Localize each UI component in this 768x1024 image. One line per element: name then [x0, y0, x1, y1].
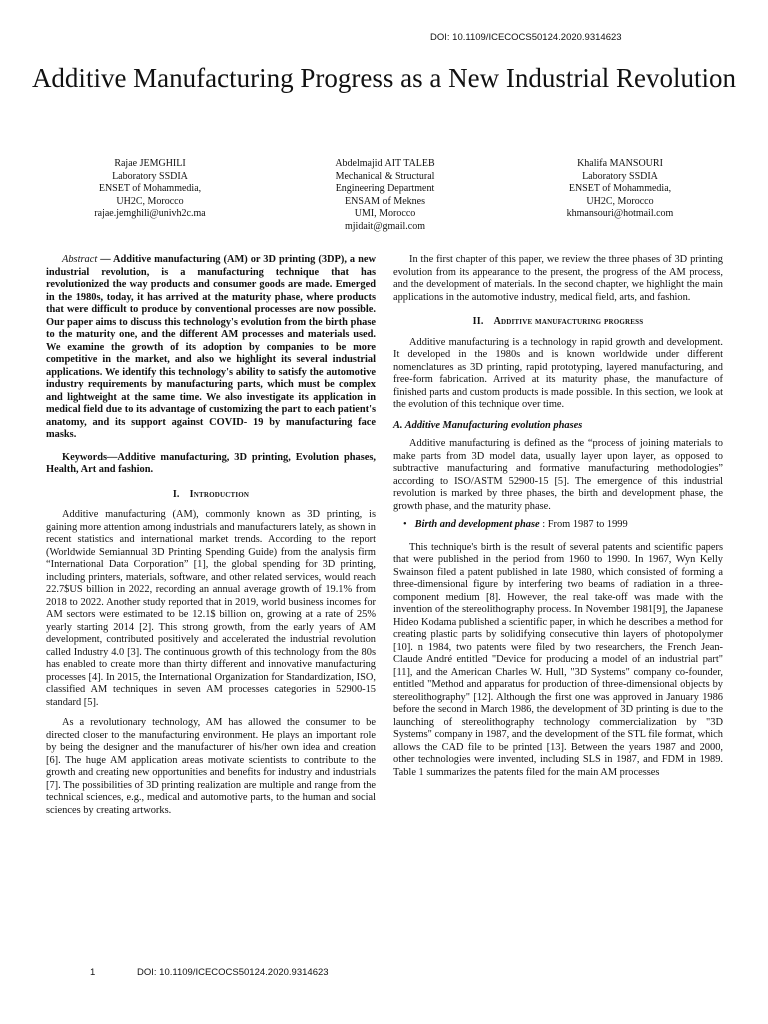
section-1-number: I. [172, 488, 180, 500]
footer-doi: DOI: 10.1109/ICECOCS50124.2020.9314623 [137, 967, 329, 978]
intro-paragraph-1: Additive manufacturing (AM), commonly known as 3D printing, is gaining more attention among industrials and manufacturers lately, as shown in recent statistics and international market trends. According to the report (Worldwide Semiannual 3D Printing Spending Guide) from the analysis firm “International Data Corporation” [1], the global spending for 3D printing, including printers, materials, software, and other related services, would reach 22.7$US billion in 2022, recording an annual average growth of 19.1% from 2018 to 2022. Another study reported that in 2019, world business incomes for AM sectors were estimated to be 12.1$ billion on, growing at a rate of 25% yearly starting 2014 [2]. This strong growth, from the early years of AM development, contributed positively and accelerated the industrial revolution called Industry 4.0 [3]. The continuous growth of this technology from the 80s has enabled to create more than thirty different and innovative manufacturing processes [4]. In 2015, the International Organization for Standardization, ISO, classified AM techniques in seven AM processes categories in 52900-15 standard [5]. [46, 509, 376, 708]
author-1 [40, 158, 260, 234]
abstract-lead: Abstract [62, 254, 98, 265]
author-3 [510, 158, 730, 234]
section-heading-2 [393, 316, 723, 329]
intro-paragraph-2: As a revolutionary technology, AM has allowed the consumer to be directed closer to the manufacturing environment. He plays an important role by being the designer and the manufacturer of his/her own idea and creation [6]. The huge AM application areas motivate scientists to contribute to the growth and creating new opportunities and benefits for industry and industrials [7]. The possibilities of 3D printing realization are multiple and range from the technical sciences, e.g., medical and automotive parts, to the human and social sciences by creating artworks. [46, 717, 376, 816]
author-2-email: mjidait@gmail.com [344, 220, 426, 232]
section-2-paragraph: Additive manufacturing is a technology in rapid growth and development. It developed in the 1980s and is known worldwide under different nomenclatures as 3D printing, rapid prototyping, layered manufacturing, and free-form fabrication. Arrived at its maturity phase, the manufacture of finished parts and custom products is made possible. In this section, we look at the evolution of this technique over time. [393, 336, 723, 410]
author-1-line: ENSET of Mohammedia, [98, 183, 202, 195]
abstract-text: — Additive manufacturing (AM) or 3D printing (3DP), a new industrial revolution, is a manufacturing technique that has revolutionized the way products and consumer goods are made. Emerged in the 1980s, today, it has arrived at the maturity phase, where products that were difficult to produce by conventional processes are now possible. Our paper aims to discuss this technology's evolution from the birth phase to the maturity one, and the different AM processes and materials used. We examine the growth of its adoption by companies to be more competitive in the market, and also we highlight its several industrial applications. We identify this technology's ability to satisfy the automotive industry requirements by manufacturing parts, which must be complex and lightweight at the same time. We also investigate its application in medical field due to its advantage of customizing the part to each patient's anatomy, and its support against COVID- 19 by manufacturing face masks. [46, 254, 376, 440]
section-2-title: Additive manufacturing progress [493, 316, 644, 327]
bullet-range: : From 1987 to 1999 [539, 519, 628, 530]
author-1-line: Rajae JEMGHILI [114, 158, 186, 169]
subsection-a-heading: A. Additive Manufacturing evolution phases [393, 419, 583, 431]
keywords: Keywords—Additive manufacturing, 3D printing, Evolution phases, Health, Art and fashion. [46, 451, 376, 475]
bullet-label: Birth and development phase [414, 519, 540, 530]
author-2-line: UMI, Morocco [354, 208, 416, 220]
author-3-line: Laboratory SSDIA [582, 170, 658, 182]
intro-paragraph-3: In the first chapter of this paper, we review the three phases of 3D printing evolution from its appearance to the present, the progress of the AM process, and the development of materials. In the second chapter, we highlight the main applications in the automotive industry, medical field, arts, and fashion. [393, 254, 723, 303]
birth-phase-paragraph: This technique's birth is the result of several patents and scientific papers that were published in the period from 1960 to 1990. In 1967, Wyn Kelly Swainson filed a patent published in late 1980, which consisted of forming a three-dimensional figure by interfering two beams of radiation in a three-component medium [8]. However, the real take-off was made with the invention of the stereolithography process. In November 1981[9], the Japanese Hideo Kodama published a scientific paper, in which he describes a method for creating plastic parts by solidifying consecutive thin layers of photopolymer [10]. n 1984, two patents were filed by two researchers, the French Jean-Claude André entitled "Device for producing a model of an industrial part" [11], and the American Charles W. Hull, "3D Systems" company co-founder, entitled "Method and apparatus for production of three-dimensional objects by stereolithography" [12]. Although the first one was approved in January 1986 before the second in March 1986, the development of 3D printing is due to the launching of stereolithography technology commercialization by "3D Systems" company in 1987, and the development of the STL file format, which allows the CAD file to be printed [13]. Between the years 1987 and 2000, other technologies were invented, including SLS in 1987, and FDM in 1989. Table 1 summarizes the patents filed for the main AM processes [393, 541, 723, 778]
author-2-line: Engineering Department [335, 183, 435, 195]
author-1-email: rajae.jemghili@univh2c.ma [94, 208, 206, 220]
author-3-line: ENSET of Mohammedia, [568, 183, 672, 195]
author-2-line: ENSAM of Meknes [345, 195, 425, 207]
paper-title: Additive Manufacturing Progress as a New Industrial Revolution [31, 63, 737, 93]
author-1-line: Laboratory SSDIA [112, 170, 188, 182]
bullet-birth-phase [393, 519, 723, 532]
author-2 [275, 158, 495, 234]
author-3-line: UH2C, Morocco [586, 195, 654, 207]
page-number: 1 [90, 967, 96, 978]
abstract [46, 254, 376, 442]
author-3-line: Khalifa MANSOURI [577, 158, 663, 169]
author-2-line: Abdelmajid AIT TALEB [335, 158, 435, 169]
author-1-line: UH2C, Morocco [116, 195, 184, 207]
author-2-line: Mechanical & Structural [335, 170, 435, 182]
bullet-dot-icon: • [403, 519, 407, 530]
subsection-a-paragraph: Additive manufacturing is defined as the “process of joining materials to make parts from 3D model data, usually layer upon layer, as opposed to subtractive manufacturing and formative manufacturing methodologies” according to ISO/ASTM 52900-15 [5]. The emergence of this industrial revolution is marked by three phases, the birth and development phase, the growth phase, and the maturity phase. [393, 438, 723, 512]
section-heading-1 [46, 489, 376, 502]
section-1-title: Introduction [189, 488, 250, 500]
header-doi: DOI: 10.1109/ICECOCS50124.2020.9314623 [430, 32, 622, 43]
section-2-number: II. [472, 316, 484, 327]
right-column [393, 254, 723, 779]
author-3-email: khmansouri@hotmail.com [566, 208, 674, 220]
author-block [40, 158, 730, 234]
left-column [46, 254, 376, 817]
